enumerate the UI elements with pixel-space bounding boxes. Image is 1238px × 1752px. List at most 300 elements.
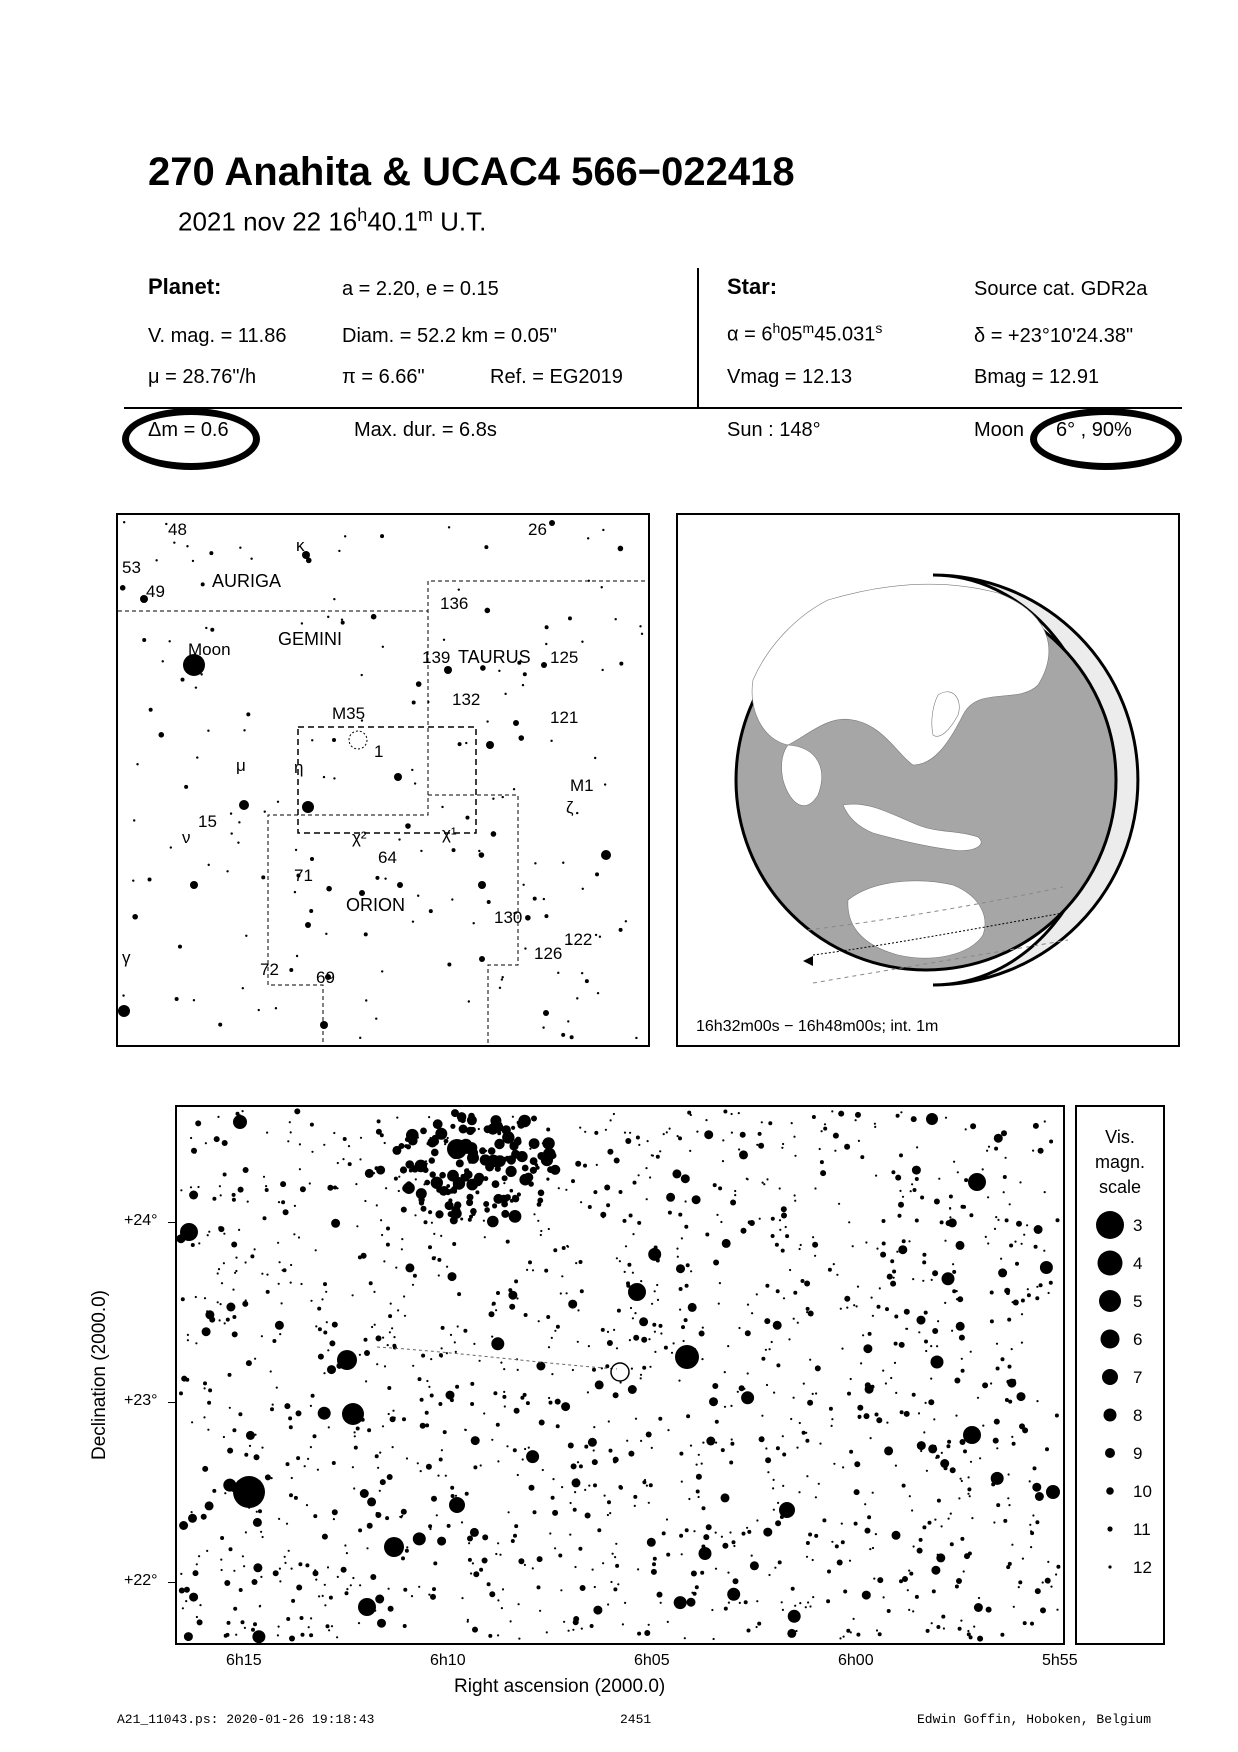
field-star [479,1568,483,1572]
field-star [354,1431,356,1433]
field-star [1003,1519,1007,1523]
field-star [799,1602,801,1604]
field-star [793,1136,795,1138]
field-star [376,1363,378,1365]
field-star [395,1267,397,1269]
finder-star [250,557,252,559]
field-star [969,1495,971,1497]
field-star [952,1263,954,1265]
field-star [412,1284,414,1286]
field-star [455,1351,457,1353]
field-star [322,1534,328,1540]
field-star [659,1150,661,1152]
field-star [666,1553,670,1557]
field-star [232,1289,234,1291]
legend-magnitude-label: 6 [1133,1330,1143,1349]
field-star [759,1218,761,1220]
field-star [871,1297,873,1299]
field-star [546,1178,549,1181]
field-star [715,1420,719,1424]
legend-magnitude-label: 7 [1133,1368,1143,1387]
field-star [815,1496,817,1498]
field-star [1055,1573,1057,1575]
field-star [467,1115,477,1125]
field-star [706,1524,712,1530]
field-star [821,1130,823,1132]
field-star [432,1587,436,1591]
field-star [848,1221,850,1223]
field-star [467,1536,473,1542]
field-star [195,1342,197,1344]
field-star [932,1328,938,1334]
finder-star [142,638,146,642]
field-star [537,1556,543,1562]
field-star [207,1234,209,1236]
field-star [637,1568,639,1570]
field-star [262,1536,264,1538]
field-star [529,1138,540,1149]
field-star [566,1292,568,1294]
finder-star [420,850,422,852]
field-star [522,1458,524,1460]
field-star [729,1461,733,1465]
field-star [653,1557,657,1561]
finder-star [118,1005,130,1017]
finder-star [518,735,524,741]
finder-star [305,922,311,928]
field-star [1018,1586,1020,1588]
field-star [392,1410,394,1412]
field-star [576,1478,578,1480]
field-star [526,1450,539,1463]
field-star [892,1531,901,1540]
field-star [497,1634,499,1636]
field-star [253,1622,257,1626]
finder-star [309,909,313,913]
finder-star [568,616,572,620]
field-star [1032,1150,1034,1152]
field-star [890,1377,892,1379]
finder-star [501,976,503,978]
moon-value: 6° , 90% [1056,419,1132,441]
field-star [874,1123,876,1125]
field-star [512,1116,514,1118]
field-star [607,1340,613,1346]
field-star [205,1310,214,1319]
field-star [433,1233,435,1235]
field-star [706,1437,715,1446]
field-star [646,1432,652,1438]
field-star [247,1201,249,1203]
field-star [548,1397,550,1399]
finder-star [412,700,416,704]
finder-star [597,992,599,994]
field-star [917,1441,926,1450]
field-star [310,1123,314,1127]
field-star [783,1297,785,1299]
legend-magnitude-label: 11 [1133,1520,1151,1539]
field-star [945,1117,947,1119]
field-star [898,1245,907,1254]
legend-magnitude-dot [1108,1565,1111,1568]
field-star [648,1624,650,1626]
field-star [202,1466,208,1472]
field-star [843,1636,845,1638]
field-star [588,1205,592,1209]
field-star [744,1600,748,1604]
finder-star [136,763,138,765]
legend-magnitude-dot [1107,1526,1112,1531]
field-star [383,1260,385,1262]
field-star [327,1185,333,1191]
field-star [396,1117,398,1119]
field-star [838,1111,844,1117]
field-star [1036,1400,1038,1402]
field-star [671,1352,673,1354]
field-star [289,1636,295,1642]
finder-star [200,673,202,675]
finder-label-num: 69 [316,968,335,987]
finder-label-num: 71 [294,866,313,885]
field-star [1040,1607,1046,1613]
field-star [253,1563,262,1572]
field-star [569,1534,571,1536]
finder-star [543,898,545,900]
field-star [640,1280,642,1282]
field-star [1000,1633,1004,1637]
field-star [613,1392,619,1398]
field-star [649,1176,651,1178]
field-star [799,1248,801,1250]
field-star [242,1555,244,1557]
field-star [793,1397,795,1399]
field-star [359,1354,361,1356]
finder-star [205,627,207,629]
finder-star [619,928,623,932]
field-star [570,1502,572,1504]
field-star [223,1262,225,1264]
field-star [284,1403,290,1409]
field-star [352,1577,354,1579]
field-star [887,1609,891,1613]
field-star [299,1143,301,1145]
finder-star [487,900,491,904]
field-star [790,1418,792,1420]
legend-magnitude-dot [1101,1330,1120,1349]
field-star [270,1407,274,1411]
finder-star [230,812,232,814]
field-star [912,1393,916,1397]
field-star [480,1154,491,1165]
field-star [771,1217,775,1221]
field-star [375,1454,379,1458]
field-star [446,1266,448,1268]
finder-star [595,934,597,936]
field-star [654,1331,656,1333]
field-star [882,1370,884,1372]
field-star [909,1572,913,1576]
field-star [773,1321,782,1330]
footer-file: A21_11043.ps: 2020-01-26 19:18:43 [117,1712,375,1727]
field-star [356,1225,358,1227]
field-star [638,1174,640,1176]
field-star [587,1391,589,1393]
field-star [451,1109,459,1117]
field-star [430,1594,436,1600]
field-star [1045,1447,1049,1451]
field-star [1049,1140,1053,1144]
x-tick-6h10: 6h10 [430,1652,466,1669]
field-star [359,1158,361,1160]
field-star [759,1436,765,1442]
field-star [497,1460,499,1462]
boundary-gemini-orion [268,581,428,1045]
field-star [397,1309,399,1311]
field-star [546,1128,550,1132]
field-star [259,1605,261,1607]
field-star [487,1124,498,1135]
field-star [491,1337,504,1350]
finder-star [178,945,182,949]
field-star [188,1514,197,1523]
field-star [438,1274,440,1276]
field-star [588,1485,590,1487]
field-star [511,1126,515,1130]
field-star [457,1292,461,1296]
field-star [1023,1234,1025,1236]
finder-star [491,831,497,837]
field-star [494,1139,504,1149]
field-star [949,1208,951,1210]
field-star [261,1273,263,1275]
field-star [677,1256,679,1258]
field-star [865,1382,871,1388]
finder-label-num: 122 [564,930,593,949]
field-star [556,1325,560,1329]
finder-label-num: 26 [528,520,547,539]
field-star [509,1304,515,1310]
field-star [311,1394,315,1398]
field-star [327,1365,336,1374]
field-star [191,1148,197,1154]
field-star [489,1311,495,1317]
field-star [700,1571,704,1575]
field-star [560,1589,562,1591]
field-star [317,1307,321,1311]
finder-star [375,876,379,880]
field-star [957,1171,959,1173]
field-star [400,1516,402,1518]
field-star [573,1508,577,1512]
field-star [412,1365,414,1367]
field-star [1021,1299,1025,1303]
field-star [899,1342,905,1348]
field-star [607,1149,613,1155]
field-star [277,1634,279,1636]
field-star [568,1300,577,1309]
field-star [532,1567,534,1569]
field-star [806,1556,808,1558]
finder-star [581,972,583,974]
field-star [354,1435,356,1437]
field-star [743,1388,745,1390]
field-star [775,1520,781,1526]
finder-star [567,1020,569,1022]
field-star [932,1357,936,1361]
field-star [695,1585,699,1589]
field-star [711,1609,713,1611]
field-star [628,1385,637,1394]
field-star [806,1307,810,1311]
field-star [1034,1245,1038,1249]
finder-star [429,909,433,913]
field-stars [177,1108,1060,1643]
field-star [517,1474,519,1476]
field-star [364,1338,368,1342]
field-star [950,1542,954,1546]
y-tick-23: +23° [124,1392,158,1409]
finder-star [639,625,641,627]
field-star [609,1449,613,1453]
finder-star [595,872,599,876]
field-star [324,1604,326,1606]
field-star [450,1486,454,1490]
field-star [931,1279,933,1281]
field-star [1030,1546,1032,1548]
field-star [765,1447,767,1449]
field-star [789,1269,791,1271]
field-star [868,1332,872,1336]
field-star [482,1534,488,1540]
field-star [464,1170,473,1179]
field-star [404,1315,406,1317]
field-star [250,1254,254,1258]
field-star [272,1404,274,1406]
field-star [580,1289,584,1293]
field-star [738,1148,740,1150]
field-star [731,1132,733,1134]
event-date [178,205,486,238]
field-star [279,1580,281,1582]
field-star [1013,1300,1019,1306]
field-star [840,1308,842,1310]
field-star [179,1588,185,1594]
finder-star [325,933,327,935]
finder-label-constellation: ORION [346,895,406,915]
field-star [382,1425,384,1427]
finder-star [465,742,467,744]
field-star [470,1572,472,1574]
finder-label-num: 1 [374,742,384,761]
field-star [820,1170,826,1176]
field-star [666,1518,668,1520]
field-star [454,1341,456,1343]
field-star [1044,1191,1046,1193]
finder-star [522,884,524,886]
finder-label-num: 126 [534,944,563,963]
star-bmag: Bmag = 12.91 [974,366,1100,388]
field-star [483,1412,485,1414]
field-star [332,1322,338,1328]
field-star [406,1457,408,1459]
field-star [233,1570,235,1572]
field-star [885,1307,889,1311]
field-star [867,1515,871,1519]
field-star [238,1412,242,1416]
field-star [829,1407,833,1411]
field-star [733,1545,735,1547]
field-star [499,1554,501,1556]
finder-star [384,877,386,879]
field-star [448,1272,457,1281]
field-star [571,1463,577,1469]
field-star [584,1489,586,1491]
field-star [779,1219,781,1221]
field-star [457,1325,459,1327]
field-star [469,1215,473,1219]
finder-star [601,586,603,588]
field-star [1034,1225,1043,1234]
finder-star [196,756,198,758]
field-star [932,1270,938,1276]
field-star [625,1138,631,1144]
field-star [767,1471,769,1473]
date-prefix: 2021 nov 22 16 [178,206,358,237]
field-star [382,1337,384,1339]
field-star [220,1536,224,1540]
field-star [737,1391,739,1393]
finder-star [582,888,584,890]
field-star [865,1528,871,1534]
field-star [327,1566,329,1568]
field-star [500,1362,502,1364]
field-star [761,1415,763,1417]
field-star [232,1193,236,1197]
finder-label-num: 130 [494,908,523,927]
field-star [278,1518,280,1520]
field-star [201,1514,207,1520]
finder-star [375,1017,377,1019]
field-star [348,1145,350,1147]
field-star [913,1188,917,1192]
field-star [468,1160,472,1164]
field-star [687,1598,696,1607]
field-star [588,1345,590,1347]
finder-star [237,841,239,843]
field-star [720,1221,722,1223]
field-star [640,1374,642,1376]
field-star [841,1523,843,1525]
field-star [206,1550,208,1552]
finder-star [323,776,325,778]
field-star [392,1344,396,1348]
field-star [332,1461,336,1465]
field-star [802,1431,806,1435]
field-star [484,1207,490,1213]
field-star [933,1418,935,1420]
field-star [985,1236,987,1238]
field-star [911,1509,913,1511]
field-star [874,1126,876,1128]
field-star [463,1329,467,1333]
field-star [1011,1544,1013,1546]
finder-star [465,816,469,820]
field-star [377,1119,381,1123]
field-star [428,1116,430,1118]
field-star [857,1286,859,1288]
field-star [870,1437,872,1439]
field-star [994,1228,996,1230]
